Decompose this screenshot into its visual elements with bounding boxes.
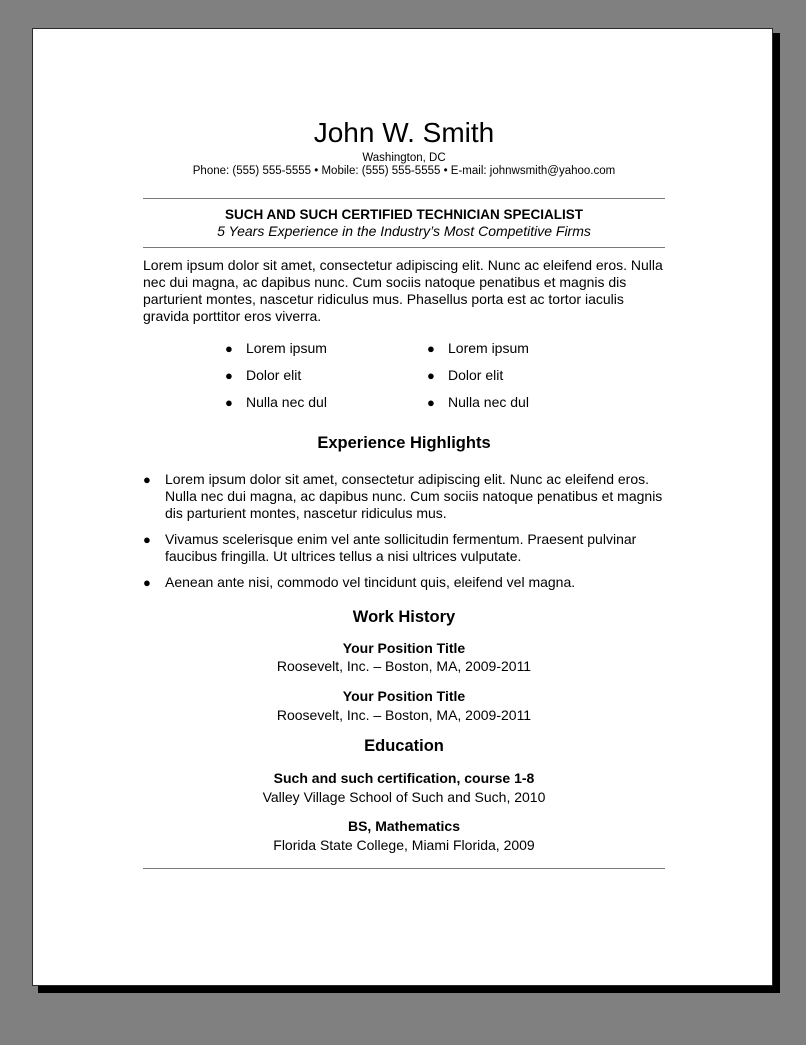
skills-column-right — [427, 340, 529, 421]
skills-column-left — [225, 340, 327, 421]
resume-subheadline: 5 Years Experience in the Industry’s Most Competitive Firms — [217, 223, 591, 239]
skill-item — [225, 394, 327, 421]
education-title: BS, Mathematics — [347, 818, 461, 834]
section-title-experience: Experience Highlights — [317, 434, 491, 452]
bullet-icon: ● — [143, 532, 151, 547]
highlight-text: Vivamus scelerisque enim vel ante sollicitudin fermentum. Praesent pulvinar faucibus fringilla. Ut ultrices tellus a nisi ultrices vulputate. — [165, 531, 637, 564]
skill-item — [225, 367, 327, 394]
bullet-icon: ● — [427, 395, 435, 410]
education-title: Such and such certification, course 1-8 — [273, 770, 535, 786]
highlight-item — [143, 471, 665, 522]
skill-label: Lorem ipsum — [448, 340, 529, 356]
skill-label: Lorem ipsum — [246, 340, 327, 356]
bullet-icon: ● — [143, 472, 151, 487]
skill-item — [427, 340, 529, 367]
resume-contact-line: Phone: (555) 555-5555 • Mobile: (555) 555-5555 • E-mail: johnwsmith@yahoo.com — [192, 165, 616, 177]
skill-label: Dolor elit — [246, 367, 302, 383]
job-title: Your Position Title — [342, 640, 466, 656]
bullet-icon: ● — [225, 395, 233, 410]
skill-label: Dolor elit — [448, 367, 504, 383]
bullet-icon: ● — [225, 341, 233, 356]
bullet-icon: ● — [427, 368, 435, 383]
divider-top — [143, 198, 665, 199]
job-detail: Roosevelt, Inc. – Boston, MA, 2009-2011 — [276, 707, 532, 723]
resume-summary: Lorem ipsum dolor sit amet, consectetur adipiscing elit. Nunc ac eleifend eros. Nulla nec dui magna, ac dapibus nunc. Cum sociis natoque penatibus et magnis dis parturient montes, nascetur ridiculus mus. Phasellus porta est ac tortor iaculis gravida porttitor eros viverra. — [143, 257, 663, 324]
resume-headline: SUCH AND SUCH CERTIFIED TECHNICIAN SPECIALIST — [224, 207, 583, 222]
skill-label: Nulla nec dul — [448, 394, 529, 410]
job-detail: Roosevelt, Inc. – Boston, MA, 2009-2011 — [276, 658, 532, 674]
divider-bottom — [143, 868, 665, 869]
section-title-education: Education — [364, 737, 444, 755]
divider-headline — [143, 247, 665, 248]
resume-city: Washington, DC — [362, 152, 446, 164]
job-title: Your Position Title — [342, 688, 466, 704]
skill-label: Nulla nec dul — [246, 394, 327, 410]
resume-name: John W. Smith — [313, 117, 495, 148]
skill-item — [225, 340, 327, 367]
document-page — [32, 28, 773, 986]
experience-highlights-list — [143, 471, 665, 600]
bullet-icon: ● — [427, 341, 435, 356]
section-title-work-history: Work History — [352, 608, 456, 626]
skill-item — [427, 394, 529, 421]
highlight-item — [143, 531, 665, 565]
highlight-text: Aenean ante nisi, commodo vel tincidunt quis, eleifend vel magna. — [165, 574, 576, 590]
education-detail: Valley Village School of Such and Such, 2010 — [262, 789, 546, 805]
education-detail: Florida State College, Miami Florida, 2009 — [273, 837, 535, 853]
highlight-text: Lorem ipsum dolor sit amet, consectetur adipiscing elit. Nunc ac eleifend eros. Nulla nec dui magna, ac dapibus nunc. Cum sociis natoque penatibus et magnis dis parturient montes, nascetur ridiculus mus. — [165, 471, 663, 521]
skill-item — [427, 367, 529, 394]
bullet-icon: ● — [225, 368, 233, 383]
bullet-icon: ● — [143, 575, 151, 590]
highlight-item — [143, 574, 665, 591]
